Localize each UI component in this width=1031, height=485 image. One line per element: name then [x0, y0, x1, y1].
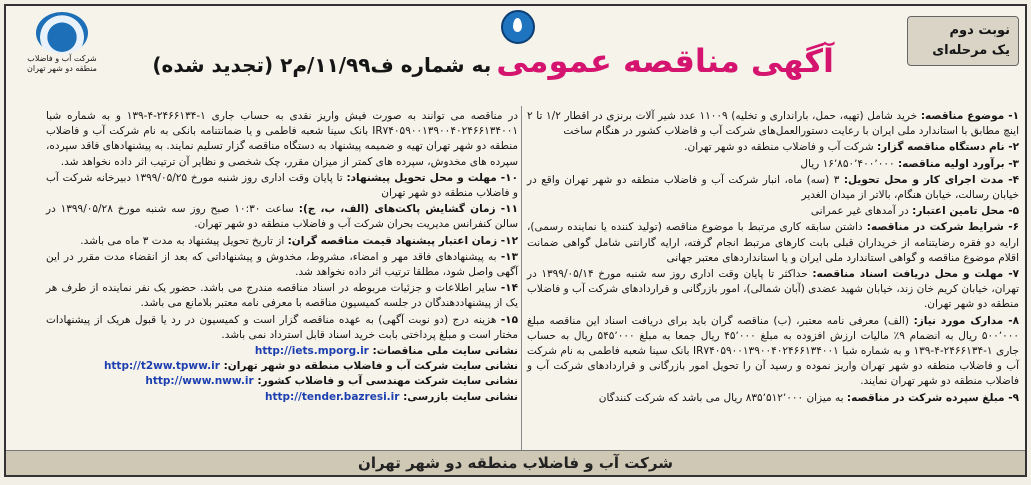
org-logo [16, 12, 108, 84]
clause-4: ۴- مدت اجرای کار و محل تحویل: ۳ (سه) ماه، انبار شرکت آب و فاضلاب منطقه دو شهر تهران واقع در خیابان رسالت، خیابان هنگام، بالاتر از میدان الغدیر [527, 173, 1020, 202]
clause-7: ۷- مهلت و محل دریافت اسناد مناقصه: حداکثر تا پایان وقت اداری روز سه شنبه مورخ ۱۳۹۹/۰۵/۱۴ در تهران، خیابان کریم خان زند، خیابان شهید عضدی (آبان شمالی)، امور بازرگانی و قراردادهای شرکت آب و فاضلاب منطقه دو شهر تهران. [527, 268, 1019, 311]
ad-page [4, 4, 1027, 477]
water-drop-icon [501, 10, 535, 44]
title-main: آگهی مناقصه عمومی [496, 42, 834, 80]
clause-11: ۱۱- زمان گشایش پاکت‌های (الف، ب، ج): ساعت ۱۰:۳۰ صبح روز سه شنبه مورخ ۱۳۹۹/۰۵/۲۸ در سالن کنفرانس مدیریت بحران شرکت آب و فاضلاب منطقه دو شهر تهران. [46, 203, 518, 231]
announcement-badge [907, 16, 1019, 66]
website-link[interactable]: http://tender.bazresi.ir [264, 390, 400, 403]
website-link[interactable]: http://t2ww.tpww.ir [103, 360, 220, 373]
clause-8: ۸- مدارک مورد نیاز: (الف) معرفی نامه معتبر، (ب) مناقصه گران باید برای دریافت اسناد این مناقصه مبلغ ۵۰۰٬۰۰۰ ریال به انضمام ۹٪ مالیات ارزش افزوده به مبلغ ۴۵٬۰۰۰ ریال جمعا به مبلغ ۵۴۵٬۰۰۰ ریال به حساب جاری ۱-۲۴۶۶۱۳۴-۴-۱۳۹ و به شماره شبا IR۷۴۰۵۹۰۰۱۳۹۰۰۴۰۲۴۶۶۱۳۴۰۰۱ بانک سینا شعبه فاطمی به نام شرکت آب و فاضلاب منطقه دو شهر تهران واریز نموده و رسید آن را تحویل امور بازرگانی و قراردادهای شرکت آب و فاضلاب منطقه دو شهر تهران نمایند. [527, 314, 1020, 388]
left-column [46, 109, 518, 405]
water-company-logo-icon [36, 12, 88, 54]
website-national-tenders: نشانی سایت ملی مناقصات: http://iets.mporg.ir [254, 345, 518, 358]
website-national-water-company: نشانی سایت شرکت مهندسی آب و فاضلاب کشور: http://www.nww.ir [145, 375, 518, 388]
column-divider [521, 106, 522, 456]
right-column [527, 109, 1019, 407]
clause-2: ۲- نام دستگاه مناقصه گزار: شرکت آب و فاضلاب منطقه دو شهر تهران. [684, 141, 1019, 154]
clause-1: ۱- موضوع مناقصه: خرید شامل (تهیه، حمل، بارانداری و تخلیه) ۱۱۰۰۹ عدد شیر آلات برنزی در اقطار ۱/۲ تا ۲ اینچ مطابق با استاندارد ملی ایران با رعایت دستورالعمل‌های شرکت آب و فاضلاب کشور در هنگام ساخت [527, 110, 1019, 138]
website-inspection: نشانی سایت بازرسی: http://tender.bazresi.ir [264, 390, 518, 403]
badge-round: نوبت دوم [949, 23, 1010, 38]
website-link[interactable]: http://iets.mporg.ir [254, 345, 369, 358]
org-logo-text: شرکت آب و فاضلاب منطقه دو شهر تهران [27, 54, 97, 73]
title-number: به شماره ف۱۱/۹۹/م۲ (تجدید شده) [152, 53, 492, 77]
clause-9: ۹- مبلغ سپرده شرکت در مناقصه: به میزان ۸۳۵٬۵۱۲٬۰۰۰ ریال می باشد که شرکت کنندگان [598, 391, 1019, 404]
clause-15: ۱۵- هزینه درج (دو نوبت آگهی) به عهده مناقصه گزار است و کمیسیون در رد یا قبول هریک از پیشنهادات مختار است و مبلغ پرداختی بابت خرید اسناد قابل استرداد نمی باشد. [46, 313, 518, 341]
clause-3: ۳- برآورد اولیه مناقصه: ۱۶٬۸۵۰٬۴۰۰٬۰۰۰ ریال [800, 157, 1019, 170]
website-company: نشانی سایت شرکت آب و فاضلاب منطقه دو شهر تهران: http://t2ww.tpww.ir [103, 360, 518, 373]
clause-9-continued: در مناقصه می توانند به صورت فیش واریز نقدی به حساب جاری ۱-۲۴۶۶۱۳۴-۴-۱۳۹ و به شماره شبا IR۷۴۰۵۹۰۰۱۳۹۰۰۴۰۲۴۶۶۱۳۴۰۰۱ بانک سینا شعبه فاطمی و یا ضمانتنامه بانکی به نام شرکت آب و فاضلاب منطقه دو شهر تهران تهیه و ضمیمه پیشنهاد به دستگاه مناقصه گزار تسلیم نمایند. به پیشنهادهای فاقد سپرده، سپرده های مخدوش، سپرده های کمتر از میزان مقرر، چک شخصی و نظایر آن ترتیب اثر داده نخواهد شد. [46, 110, 519, 168]
clause-12: ۱۲- زمان اعتبار پیشنهاد قیمت مناقصه گران: از تاریخ تحویل پیشنهاد به مدت ۳ ماه می باشد. [80, 234, 518, 247]
clause-13: ۱۳- به پیشنهادهای فاقد مهر و امضاء، مشروط، مخدوش و پیشنهاداتی که بعد از انقضاء مدت مقرر در این آگهی واصل شود، مطلقا ترتیب اثر داده نخواهد شد. [46, 250, 518, 279]
footer-company-name: شرکت آب و فاضلاب منطقه دو شهر تهران [6, 450, 1025, 475]
clause-6: ۶- شرایط شرکت در مناقصه: داشتن سابقه کاری مرتبط با موضوع مناقصه (تولید کننده یا نماینده رسمی)، ارایه دو فقره رضایتنامه از خریداران قبلی بابت کارهای مرتبط انجام گرفته، ارایه گارانتی شامل گواهی ضمانت اقلام موضوع مناقصه و گواهی استاندارد ملی ایران و یا استانداردهای معتبر جهانی [527, 221, 1019, 264]
page-title [152, 42, 834, 80]
website-link[interactable]: http://www.nww.ir [145, 375, 254, 388]
clause-10: ۱۰- مهلت و محل تحویل پیشنهاد: تا پایان وقت اداری روز شنبه مورخ ۱۳۹۹/۰۵/۲۵ دبیرخانه شرکت آب و فاضلاب منطقه دو شهر تهران [46, 171, 518, 200]
clause-14: ۱۴- سایر اطلاعات و جزئیات مربوطه در اسناد مناقصه مندرج می باشد. حضور یک نفر نماینده از طرف هر یک از پیشنهاددهندگان در جلسه کمیسیون مناقصه با معرفی نامه معتبر بلامانع می باشد. [46, 282, 518, 310]
badge-stage: یک مرحله‌ای [932, 43, 1010, 58]
clause-5: ۵- محل تامین اعتبار: در آمدهای غیر عمرانی [810, 205, 1019, 218]
